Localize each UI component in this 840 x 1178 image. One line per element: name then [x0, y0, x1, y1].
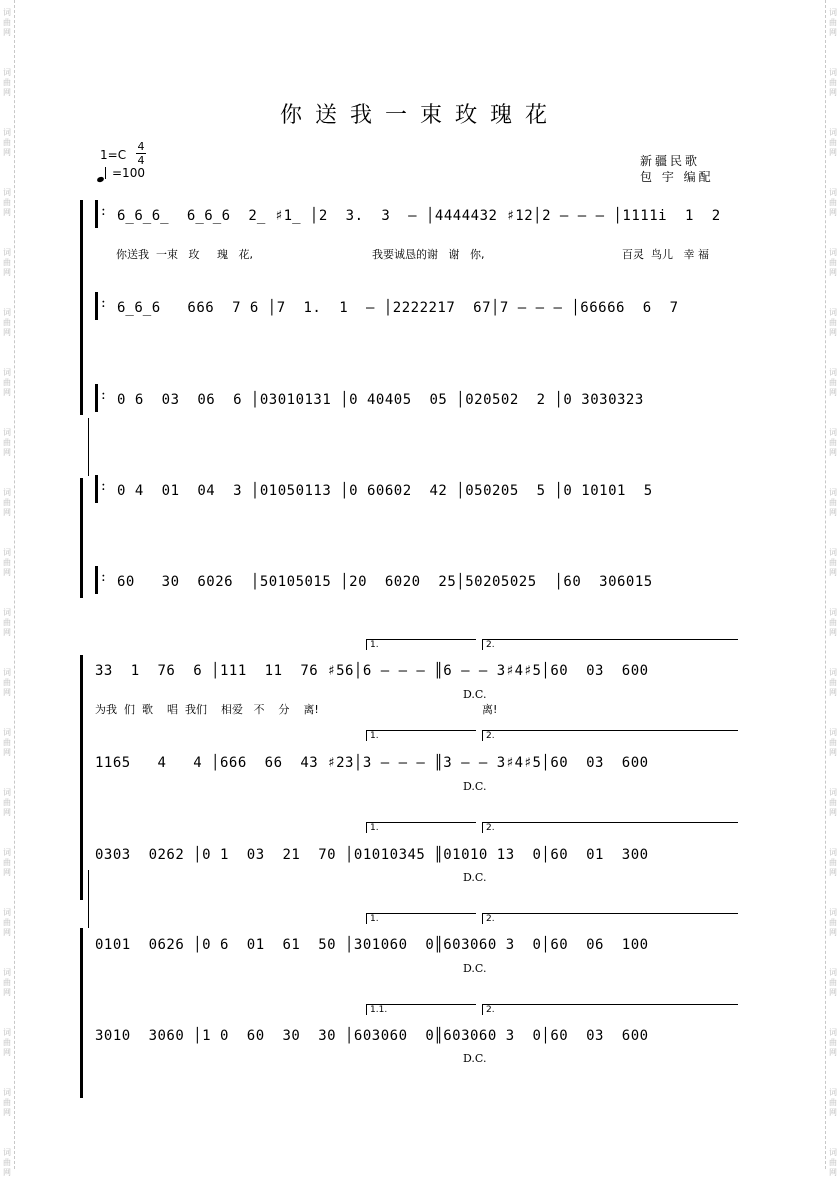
tempo-marking: [100, 166, 145, 180]
watermark-text: 词曲网: [3, 368, 11, 397]
repeat-start: [95, 292, 100, 320]
system2-bracket-lower: [80, 928, 83, 1098]
watermark-text: 词曲网: [3, 128, 11, 157]
watermark-text: 词曲网: [3, 968, 11, 997]
credit-origin: 新疆民歌: [640, 154, 701, 168]
system1-bracket-upper: [80, 200, 83, 415]
volta-2-row2: 2.: [482, 730, 738, 741]
watermark-text: 词曲网: [829, 368, 837, 397]
key-signature: 1=C: [100, 148, 127, 162]
watermark-text: 词曲网: [3, 8, 11, 37]
volta-2-row3: 2.: [482, 822, 738, 833]
watermark-text: 词曲网: [829, 1028, 837, 1057]
watermark-text: 词曲网: [3, 548, 11, 577]
system1-staff-4: [95, 481, 740, 505]
repeat-start: [95, 200, 100, 228]
repeat-start: [95, 475, 100, 503]
watermark-text: 词曲网: [829, 128, 837, 157]
watermark-text: 词曲网: [829, 908, 837, 937]
dc-mark-4: D.C.: [463, 962, 487, 975]
watermark-text: 词曲网: [829, 308, 837, 337]
watermark-text: 词曲网: [3, 608, 11, 637]
watermark-text: 词曲网: [829, 728, 837, 757]
volta-2-row5: 2.: [482, 1004, 738, 1015]
system1-staff-2: [95, 298, 740, 322]
watermark-text: 词曲网: [3, 668, 11, 697]
system1-lyrics-b: 我要诚恳的谢 谢 你,: [372, 248, 485, 261]
watermark-text: 词曲网: [3, 188, 11, 217]
watermark-text: 词曲网: [829, 488, 837, 517]
system1-lyrics-c: 百灵 鸟儿 幸 福: [622, 248, 709, 261]
system2-staff-5: [95, 1026, 740, 1050]
watermark-text: 词曲网: [3, 1028, 11, 1057]
system2-bracket-upper: [80, 655, 83, 900]
watermark-text: 词曲网: [3, 1148, 11, 1177]
watermark-text: 词曲网: [829, 968, 837, 997]
watermark-text: 词曲网: [3, 788, 11, 817]
system1-brace-link: [88, 418, 89, 476]
watermark-text: 词曲网: [829, 428, 837, 457]
system2-brace-link: [88, 870, 89, 928]
system2-staff-2-notes: 1165 4 4 │666 66 43 ♯23│3 – – – ║3 – – 3♯4♯5│60 03 600: [95, 755, 649, 771]
watermark-text: 词曲网: [829, 788, 837, 817]
volta-1-row1: 1.: [366, 639, 476, 650]
volta-1-row2: 1.: [366, 730, 476, 741]
watermark-text: 词曲网: [829, 848, 837, 877]
system2-staff-3: [95, 845, 740, 869]
dc-mark-5: D.C.: [463, 1052, 487, 1065]
watermark-text: 词曲网: [829, 668, 837, 697]
volta-1-row3: 1.: [366, 822, 476, 833]
system2-staff-5-notes: 3010 3060 │1 0 60 30 30 │603060 0║603060 3 0│60 03 600: [95, 1028, 649, 1044]
system1-staff-3-notes: 0 6 03 06 6 │03010131 │0 40405 05 │020502 2 │0 3030323: [117, 392, 644, 408]
system1-lyrics-a: 你送我 一束 玫 瑰 花,: [116, 248, 253, 261]
system1-bracket-lower: [80, 478, 83, 598]
watermark-text: 词曲网: [3, 908, 11, 937]
time-signature-bottom: 4: [137, 154, 145, 167]
system2-staff-3-notes: 0303 0262 │0 1 03 21 70 │01010345 ║01010 13 0│60 01 300: [95, 847, 649, 863]
watermark-text: 词曲网: [3, 1088, 11, 1117]
system1-staff-5-notes: 60 30 6026 │50105015 │20 6020 25│50205025 │60 306015: [117, 574, 653, 590]
system2-staff-1-notes: 33 1 76 6 │111 11 76 ♯56│6 – – – ║6 – – 3♯4♯5│60 03 600: [95, 663, 649, 679]
watermark-text: 词曲网: [3, 248, 11, 277]
watermark-text: 词曲网: [3, 428, 11, 457]
watermark-text: 词曲网: [829, 548, 837, 577]
system1-staff-5: [95, 572, 740, 596]
tempo-value: =100: [112, 166, 145, 180]
system2-lyrics-b: 离!: [482, 703, 498, 716]
watermark-text: 词曲网: [829, 188, 837, 217]
volta-1-row5: 1.1.: [366, 1004, 476, 1015]
system1-staff-3: [95, 390, 740, 414]
watermark-text: 词曲网: [829, 1148, 837, 1177]
system1-staff-1-notes: 6̲6̲6̲ 6̲6̲6 2̲ ♯1̲ │2 3. 3 – │4444432 ♯12│2 – – – │1111i 1 2: [117, 208, 721, 224]
watermark-text: 词曲网: [3, 848, 11, 877]
system1-staff-1: [95, 206, 740, 230]
volta-1-row4: 1.: [366, 913, 476, 924]
system1-staff-2-notes: 6̲6̲6 666 7 6 │7 1. 1 – │2222217 67│7 – – – │66666 6 7: [117, 300, 679, 316]
watermark-text: 词曲网: [829, 1088, 837, 1117]
volta-2-row4: 2.: [482, 913, 738, 924]
time-signature-top: 4: [137, 140, 145, 153]
time-signature: [135, 140, 147, 167]
system2-staff-2: [95, 753, 740, 777]
watermark-text: 词曲网: [829, 8, 837, 37]
watermark-text: 词曲网: [829, 68, 837, 97]
watermark-text: 词曲网: [829, 248, 837, 277]
repeat-start: [95, 384, 100, 412]
quarter-note-icon: [100, 167, 106, 179]
watermark-text: 词曲网: [3, 728, 11, 757]
volta-2-row1: 2.: [482, 639, 738, 650]
system2-staff-1: [95, 661, 740, 685]
dc-mark-3: D.C.: [463, 871, 487, 884]
system1-staff-4-notes: 0 4 01 04 3 │01050113 │0 60602 42 │050205 5 │0 10101 5: [117, 483, 653, 499]
system2-lyrics-a: 为我 们 歌 唱 我们 相爱 不 分 离!: [95, 703, 319, 716]
credit-arranger: 包 宇 编配: [640, 170, 714, 184]
system2-staff-4: [95, 935, 740, 959]
watermark-text: 词曲网: [3, 488, 11, 517]
dc-mark-1: D.C.: [463, 688, 487, 701]
repeat-start: [95, 566, 100, 594]
watermark-text: 词曲网: [829, 608, 837, 637]
system2-staff-4-notes: 0101 0626 │0 6 01 61 50 │301060 0║603060 3 0│60 06 100: [95, 937, 649, 953]
watermark-text: 词曲网: [3, 68, 11, 97]
watermark-text: 词曲网: [3, 308, 11, 337]
dc-mark-2: D.C.: [463, 780, 487, 793]
song-title: 你送我一束玫瑰花: [279, 103, 560, 128]
